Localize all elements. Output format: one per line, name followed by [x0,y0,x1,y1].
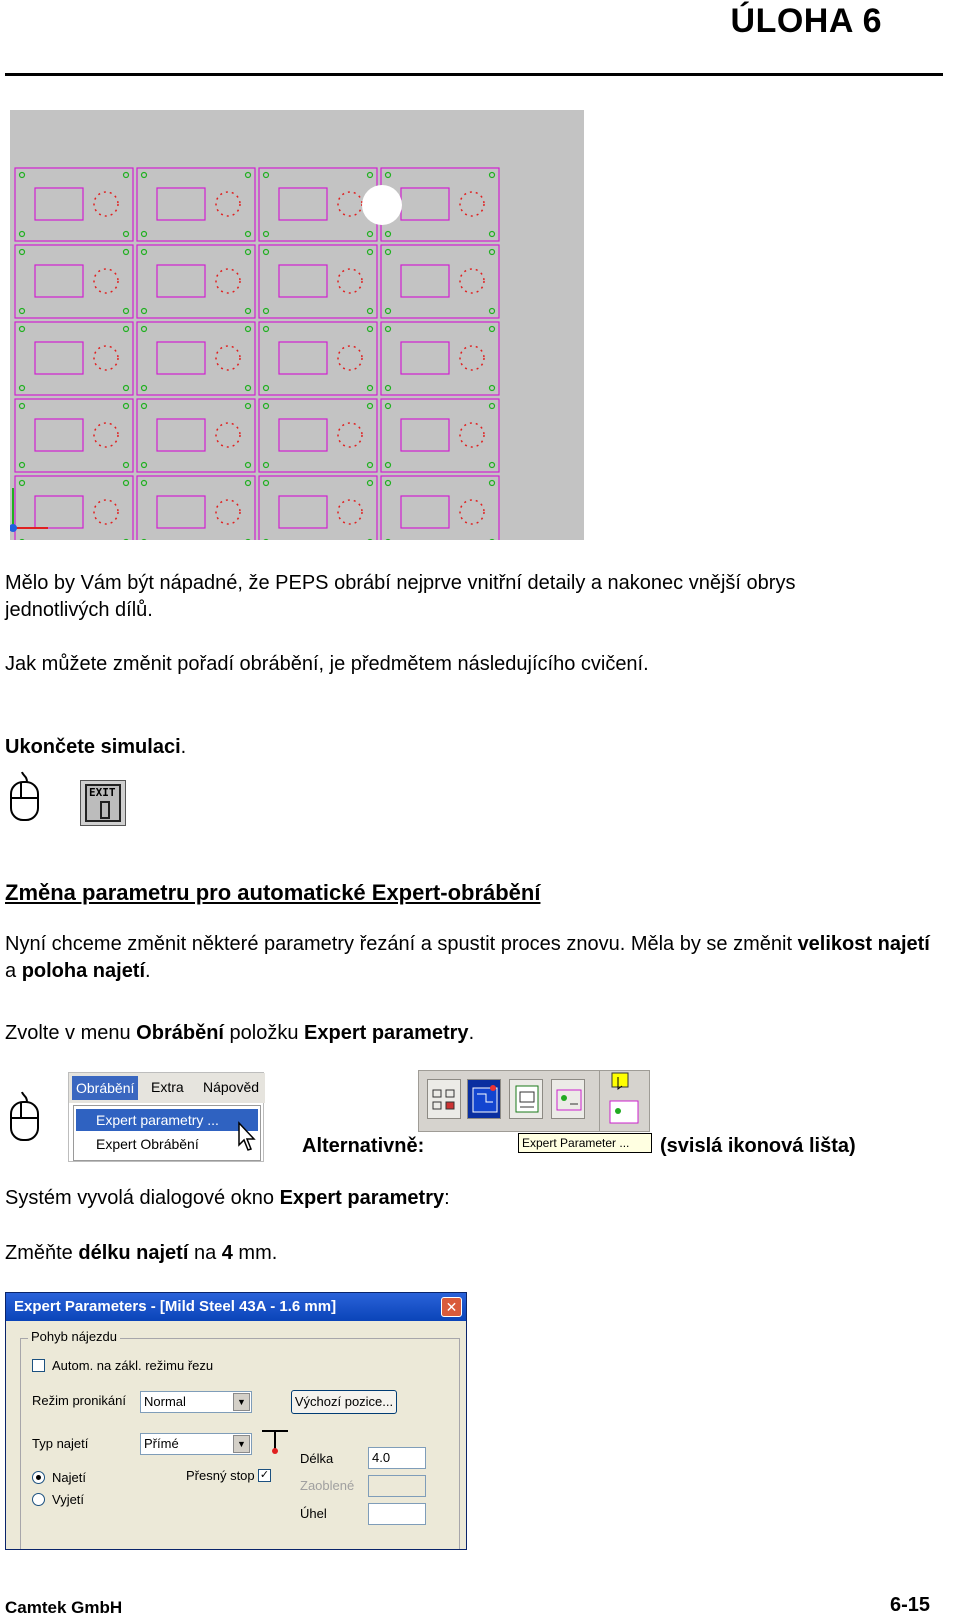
door-icon [100,801,110,819]
part-outline [137,168,255,241]
part-corner-hole [124,250,129,255]
section-heading: Změna parametru pro automatické Expert-obrábění [5,880,541,905]
part-hole-pattern [338,500,362,524]
change-text-mid: na [188,1242,222,1264]
alternative-label: Alternativně: [302,1135,425,1157]
part-corner-hole [124,309,129,314]
part-corner-hole [20,250,25,255]
part-corner-hole [386,327,391,332]
change-text-end: mm. [232,1242,278,1264]
part-corner-hole [368,250,373,255]
part-outline [381,399,499,472]
icon-toolbar [418,1070,650,1132]
end-simulation-tail: . [180,736,187,758]
exit-icon[interactable] [80,780,126,826]
length-label: Délka [300,1451,334,1466]
part-corner-hole [246,250,251,255]
part-corner-hole [490,232,495,237]
paragraph-end-simulation [5,734,186,761]
part-corner-hole [246,481,251,486]
part-hole-pattern [338,423,362,447]
part-hole-pattern [460,500,484,524]
part-corner-hole [142,386,147,391]
part-corner-hole [386,173,391,178]
menu-text-end: . [468,1022,475,1044]
expert-parameters-icon[interactable] [509,1079,543,1119]
part-corner-hole [142,404,147,409]
part-outline [381,322,499,395]
part-hole-pattern [460,423,484,447]
lead-type-select[interactable] [140,1433,252,1455]
angle-label: Úhel [300,1506,327,1521]
part-rect-cutout [279,496,327,528]
part-corner-hole [490,481,495,486]
part-corner-hole [386,250,391,255]
part-corner-hole [124,173,129,178]
lead-in-radio-label: Najetí [52,1470,86,1485]
part-corner-hole [20,309,25,314]
part-corner-hole [142,309,147,314]
vertical-toolbar-note: (svislá ikonová lišta) [660,1135,856,1157]
pierce-mode-value: Normal [144,1394,186,1409]
part-rect-cutout [35,496,83,528]
part-rect-cutout [157,265,205,297]
auto-checkbox-label: Autom. na zákl. režimu řezu [52,1358,214,1373]
menu-obrabeni[interactable]: Obrábění [72,1076,138,1100]
change-text-1: Změňte [5,1242,79,1264]
close-button[interactable]: ✕ [441,1297,462,1317]
part-hole-pattern [338,269,362,293]
part-corner-hole [124,232,129,237]
part-rect-cutout [35,342,83,374]
paragraph-intro [5,931,945,985]
menu-screenshot [68,1072,264,1162]
cursor-arrow-icon [237,1121,257,1153]
paragraph-order-change: Jak můžete změnit pořadí obrábění, je předmětem následujícího cvičení. [5,653,649,675]
part-corner-hole [386,540,391,541]
paragraph-change-length [5,1240,277,1267]
pierce-mode-select[interactable] [140,1391,252,1413]
part-hole-pattern [94,269,118,293]
mouse-icon [8,770,42,827]
part-hole-pattern [216,346,240,370]
part-corner-hole [386,481,391,486]
part-rect-cutout [35,265,83,297]
part-corner-hole [20,173,25,178]
part-rect-cutout [401,419,449,451]
intro-text-1: Nyní chceme změnit některé parametry řezání a spustit proces znovu. Měla by se změnit [5,933,798,955]
part-hole-pattern [338,346,362,370]
part-outline [15,399,133,472]
part-corner-hole [264,309,269,314]
part-corner-hole [490,173,495,178]
part-corner-hole [490,386,495,391]
part-corner-hole [264,463,269,468]
part-corner-hole [246,463,251,468]
part-rect-cutout [157,342,205,374]
paragraph-peps-order: Mělo by Vám být nápadné, že PEPS obrábí nejprve vnitřní detaily a nakonec vnější obrys jednotlivých dílů. [5,572,796,621]
part-hole-pattern [460,346,484,370]
part-corner-hole [264,386,269,391]
part-corner-hole [20,481,25,486]
lead-out-radio-label: Vyjetí [52,1492,85,1507]
part-corner-hole [142,463,147,468]
part-corner-hole [368,481,373,486]
end-simulation-text: Ukončete simulaci [5,736,181,758]
part-hole-pattern [460,192,484,216]
intro-text-mid: a [5,960,22,982]
menu-item-expert-machining[interactable]: Expert Obrábění [96,1136,199,1152]
chevron-down-icon: ▼ [233,1435,250,1453]
vertical-toolbar-icons [600,1071,650,1131]
footer-company: Camtek GmbH [5,1598,123,1617]
part-corner-hole [246,540,251,541]
page-title: ÚLOHA 6 [730,2,882,40]
part-rect-cutout [401,188,449,220]
exit-icon-label: EXIT [89,786,116,799]
part-corner-hole [142,250,147,255]
part-outline [259,245,377,318]
part-outline [381,245,499,318]
menu-text-mid: položku [223,1022,305,1044]
dialog-text-1: Systém vyvolá dialogové okno [5,1187,280,1209]
part-outline [15,245,133,318]
part-outline [259,322,377,395]
paragraph-dialog [5,1185,450,1212]
toolbar-tooltip: Expert Parameter ... [518,1133,652,1153]
part-hole-pattern [94,423,118,447]
rounded-input[interactable] [368,1475,426,1497]
part-corner-hole [368,232,373,237]
part-corner-hole [368,173,373,178]
menu-extra[interactable]: Extra [151,1079,184,1095]
dialog-bold: Expert parametry [279,1187,445,1209]
part-rect-cutout [401,265,449,297]
part-corner-hole [124,540,129,541]
rounded-label: Zaoblené [300,1478,355,1493]
change-bold-1: délku najetí [78,1242,189,1264]
part-outline [137,322,255,395]
part-corner-hole [246,173,251,178]
menu-bold-2: Expert parametry [304,1022,469,1044]
part-outline [137,476,255,540]
part-corner-hole [368,404,373,409]
vertical-toolbar [599,1071,649,1131]
part-hole-pattern [216,423,240,447]
menu-bold-1: Obrábění [136,1022,224,1044]
part-corner-hole [246,386,251,391]
length-input[interactable]: 4.0 [368,1447,426,1469]
part-hole-pattern [216,500,240,524]
header-rule [5,73,943,76]
change-bold-2: 4 [221,1242,233,1264]
part-outline [259,168,377,241]
part-corner-hole [490,327,495,332]
part-corner-hole [124,386,129,391]
auto-checkbox[interactable] [32,1359,45,1372]
part-corner-hole [124,463,129,468]
part-corner-hole [368,309,373,314]
part-corner-hole [142,327,147,332]
nesting-sheet-drawing [10,110,584,540]
menu-item-expert-parameters[interactable]: Expert parametry ... [76,1109,258,1131]
dialog-text-end: : [444,1187,450,1209]
part-corner-hole [20,463,25,468]
intro-text-end: . [145,960,151,982]
part-corner-hole [246,309,251,314]
part-rect-cutout [401,342,449,374]
part-corner-hole [20,327,25,332]
part-corner-hole [386,232,391,237]
lead-type-label: Typ najetí [32,1436,89,1451]
part-corner-hole [264,250,269,255]
part-hole-pattern [460,269,484,293]
part-corner-hole [124,404,129,409]
lead-in-preview-icon [260,1427,290,1457]
menu-text-1: Zvolte v menu [5,1022,137,1044]
exact-stop-checkbox[interactable]: ✓ [259,1469,270,1481]
part-corner-hole [368,463,373,468]
part-corner-hole [264,232,269,237]
part-corner-hole [20,540,25,541]
part-corner-hole [142,540,147,541]
paragraph-menu [5,1020,474,1047]
expert-machining-icon[interactable] [467,1079,501,1119]
part-hole-pattern [216,192,240,216]
part-corner-hole [386,463,391,468]
part-hole-pattern [94,500,118,524]
part-outline [259,399,377,472]
part-rect-cutout [35,419,83,451]
pierce-mode-label: Režim pronikání [32,1393,126,1408]
dialog-title: Expert Parameters - [Mild Steel 43A - 1.6 mm] [6,1293,466,1321]
part-corner-hole [264,173,269,178]
part-corner-hole [246,404,251,409]
part-outline [15,476,133,540]
lead-in-group-label: Pohyb nájezdu [28,1329,120,1344]
part-outline [15,168,133,241]
menu-bar [69,1073,265,1103]
part-corner-hole [246,327,251,332]
intro-bold-2: poloha najetí [21,960,146,982]
mouse-icon [8,1090,42,1147]
part-corner-hole [368,327,373,332]
part-corner-hole [490,404,495,409]
menu-napoveda[interactable]: Nápověd [203,1079,260,1095]
nesting-sheet-view [10,110,584,540]
expert-parameters-dialog [5,1292,467,1550]
part-outline [381,476,499,540]
part-outline [137,245,255,318]
part-corner-hole [142,232,147,237]
lead-out-radio[interactable] [32,1493,45,1506]
part-hole-pattern [94,192,118,216]
exact-stop-label: Přesný stop [186,1468,255,1483]
chevron-down-icon: ▼ [233,1393,250,1411]
dropdown-menu [73,1105,261,1161]
part-corner-hole [368,386,373,391]
part-corner-hole [124,481,129,486]
intro-bold-1: velikost najetí [797,933,930,955]
part-corner-hole [142,173,147,178]
part-corner-hole [264,327,269,332]
lead-type-value: Přímé [144,1436,179,1451]
lead-in-radio[interactable] [32,1471,45,1484]
part-rect-cutout [157,188,205,220]
part-rect-cutout [279,419,327,451]
part-corner-hole [20,386,25,391]
part-rect-cutout [401,496,449,528]
footer-page-number: 6-15 [889,1594,930,1616]
toolpath-icon[interactable] [551,1079,585,1119]
exit-icon-frame [85,784,121,822]
part-rect-cutout [279,342,327,374]
part-corner-hole [124,327,129,332]
part-outline [15,322,133,395]
part-rect-cutout [157,496,205,528]
part-corner-hole [246,232,251,237]
part-hole-pattern [94,346,118,370]
start-position-button[interactable]: Výchozí pozice... [291,1390,397,1414]
part-corner-hole [264,540,269,541]
part-rect-cutout [157,419,205,451]
part-corner-hole [490,540,495,541]
angle-input[interactable] [368,1503,426,1525]
part-outline [137,399,255,472]
part-corner-hole [386,386,391,391]
part-rect-cutout [279,188,327,220]
part-corner-hole [20,232,25,237]
part-rect-cutout [279,265,327,297]
part-corner-hole [264,481,269,486]
part-corner-hole [368,540,373,541]
part-hole-pattern [216,269,240,293]
part-outline [259,476,377,540]
part-corner-hole [386,404,391,409]
part-corner-hole [386,309,391,314]
nest-parts-icon[interactable] [427,1079,461,1119]
origin-icon [10,524,17,532]
part-corner-hole [142,481,147,486]
part-corner-hole [264,404,269,409]
part-hole-pattern [338,192,362,216]
part-corner-hole [20,404,25,409]
part-corner-hole [490,309,495,314]
part-corner-hole [490,463,495,468]
torch-head-marker [362,185,402,225]
part-rect-cutout [35,188,83,220]
part-corner-hole [490,250,495,255]
